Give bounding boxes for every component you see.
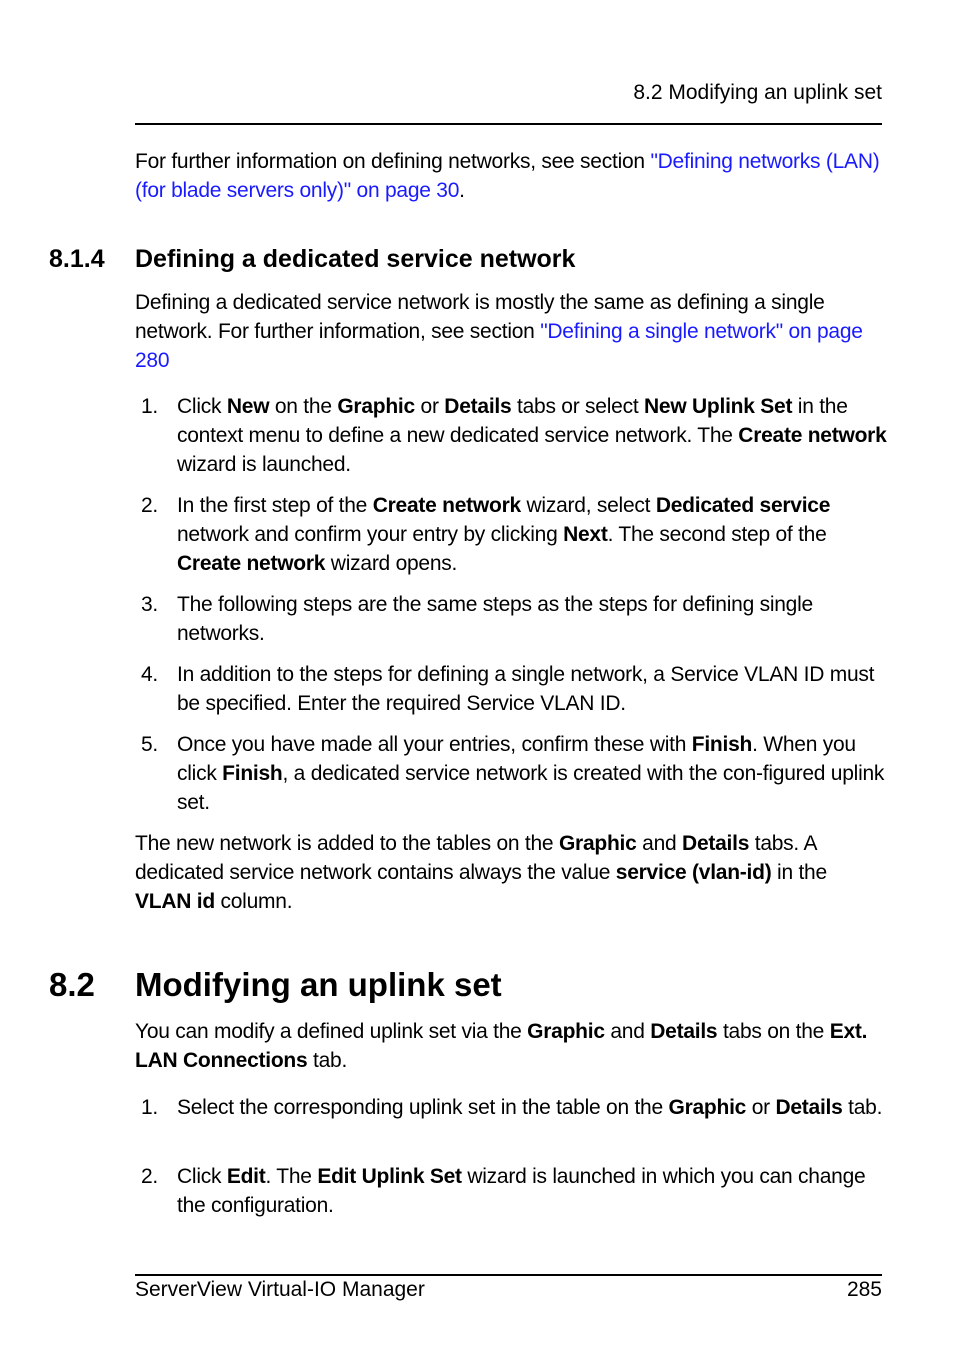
section-number: 8.1.4 [49, 245, 105, 273]
section-heading-8-1-4 [49, 244, 889, 274]
intro-text: For further information on defining networks, see section [135, 150, 651, 173]
link-defining-networks[interactable]: "Defining networks (LAN) (for blade servers only)" on page 30 [135, 150, 880, 202]
section-title: Modifying an uplink set [135, 966, 502, 1003]
footer-product: ServerView Virtual-IO Manager [135, 1278, 425, 1301]
step-text: In addition to the steps for defining a single network, a Service VLAN ID must be specified. Enter the required Service VLAN ID. [177, 663, 875, 715]
step-text: In the first step of the Create network wizard, select Dedicated service network and confirm your entry by clicking Next. The second step of the Create network wizard opens. [177, 494, 831, 575]
section-814-closing: The new network is added to the tables on the Graphic and Details tabs. A dedicated service network contains always the value service (vlan-id) in the VLAN id column. [135, 832, 827, 913]
step-number: 1. [141, 395, 159, 418]
footer-rule [135, 1274, 882, 1276]
section-814-paragraph [135, 288, 885, 375]
step-number: 3. [141, 593, 159, 616]
list-item [135, 660, 887, 718]
list-item [135, 730, 887, 817]
step-text: Click Edit. The Edit Uplink Set wizard is launched in which you can change the configuration. [177, 1165, 866, 1217]
list-item [135, 491, 887, 578]
step-number: 1. [141, 1096, 159, 1119]
step-number: 4. [141, 663, 159, 686]
section-title: Defining a dedicated service network [135, 245, 576, 273]
step-text: Click New on the Graphic or Details tabs or select New Uplink Set in the context menu to define a new dedicated service network. The Create network wizard is launched. [177, 395, 887, 476]
paragraph-text: Defining a dedicated service network is mostly the same as defining a single network. For further information, see section [135, 291, 825, 343]
step-number: 5. [141, 733, 159, 756]
section-82-paragraph: You can modify a defined uplink set via the Graphic and Details tabs on the Ext. LAN Connections tab. [135, 1020, 868, 1072]
list-item [135, 1093, 887, 1122]
section-heading-8-2 [49, 965, 889, 1005]
step-number: 2. [141, 1165, 159, 1188]
page-number: 285 [846, 1278, 882, 1301]
link-defining-single-network[interactable]: "Defining a single network" on page 280 [135, 320, 863, 372]
step-number: 2. [141, 494, 159, 517]
section-number: 8.2 [49, 966, 95, 1003]
header-rule [135, 123, 882, 125]
list-item [135, 1162, 887, 1220]
list-item [135, 590, 887, 648]
list-item [135, 392, 887, 479]
step-text: The following steps are the same steps as the steps for defining single networks. [177, 593, 813, 645]
running-header: 8.2 Modifying an uplink set [633, 81, 882, 104]
intro-paragraph [135, 147, 885, 205]
step-text: Once you have made all your entries, confirm these with Finish. When you click Finish, a dedicated service network is created with the con-figured uplink set. [177, 733, 885, 814]
step-text: Select the corresponding uplink set in the table on the Graphic or Details tab. [177, 1096, 883, 1119]
intro-end: . [459, 179, 465, 202]
